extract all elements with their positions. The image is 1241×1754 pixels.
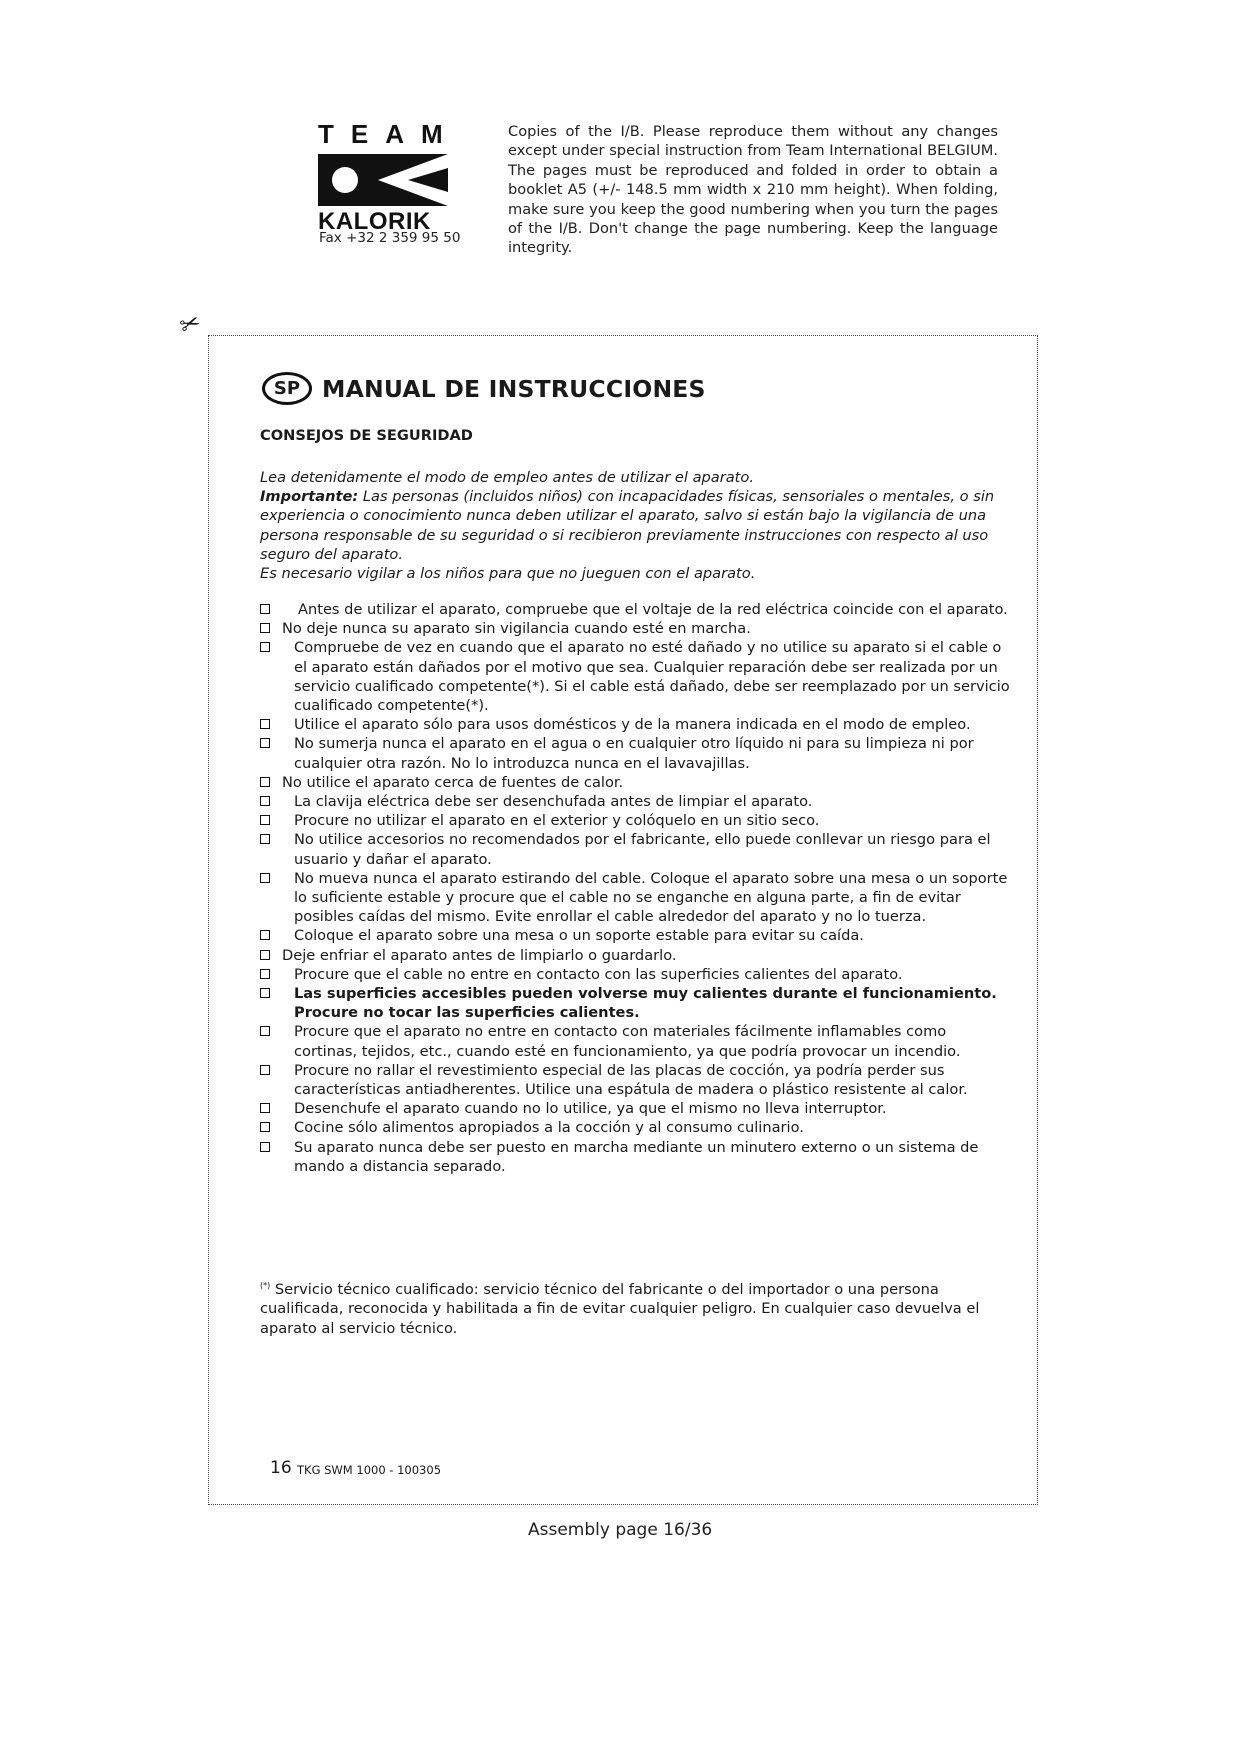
intro-paragraph (260, 468, 1000, 583)
checkbox-bullet-icon (260, 777, 270, 787)
logo-team-text: TEAM (318, 119, 460, 149)
team-kalorik-logo (318, 119, 460, 236)
footnote-text: Servicio técnico cualificado: servicio técnico del fabricante o del importador o una persona cualificada, reconocida y habilitada a fin de evitar cualquier peligro. En cualquier caso devuelva el aparato al servicio técnico. (260, 1280, 980, 1337)
checkbox-bullet-icon (260, 815, 270, 825)
list-item-text: Cocine sólo alimentos apropiados a la cocción y al consumo culinario. (294, 1119, 804, 1137)
important-note (260, 487, 1000, 564)
list-item-text: Compruebe de vez en cuando que el aparato no esté dañado y no utilice su aparato si el cable o el aparato están dañados por el motivo que sea. Cualquier reparación debe ser realizada por un servicio cualificado competente(*). Si el cable está dañado, debe ser reemplazado por un servicio cualificado competente(*). (294, 639, 1010, 715)
list-item (260, 600, 1010, 619)
list-item (260, 869, 1010, 927)
list-item-text: No utilice accesorios no recomendados por el fabricante, ello puede conllevar un riesgo para el usuario y dañar el aparato. (294, 831, 991, 868)
list-item-text: Deje enfriar el aparato antes de limpiarlo o guardarlo. (282, 946, 677, 964)
checkbox-bullet-icon (260, 1103, 270, 1113)
checkbox-bullet-icon (260, 1122, 270, 1132)
manual-title (262, 372, 706, 405)
list-item-text: Utilice el aparato sólo para usos domésticos y de la manera indicada en el modo de empleo. (294, 716, 971, 734)
list-item-text: Procure no rallar el revestimiento especial de las placas de cocción, ya podría perder sus características antiadherentes. Utilice una espátula de madera o plástico resistente al calor. (294, 1061, 968, 1099)
list-item (260, 830, 1010, 868)
list-item-text: No mueva nunca el aparato estirando del cable. Coloque el aparato sobre una mesa o un soporte lo suficiente estable y procure que el cable no se enganche en alguna parte, a fin de evitar posibles caídas del mismo. Evite enrollar el cable alrededor del aparato y no lo tuerza. (294, 869, 1008, 926)
language-badge: SP (262, 372, 312, 405)
safety-list (260, 600, 1010, 1176)
list-item (260, 1118, 1010, 1137)
footnote (260, 1276, 1000, 1338)
footnote-mark: (*) (260, 1281, 271, 1290)
checkbox-bullet-icon (260, 1026, 270, 1036)
list-item (260, 1138, 1010, 1176)
checkbox-bullet-icon (260, 950, 270, 960)
list-item-text: Procure que el cable no entre en contacto con las superficies calientes del aparato. (294, 965, 903, 983)
list-item (260, 773, 1010, 792)
list-item (260, 734, 1010, 772)
checkbox-bullet-icon (260, 642, 270, 652)
intro-line: Es necesario vigilar a los niños para que no jueguen con el aparato. (260, 565, 756, 583)
checkbox-bullet-icon (260, 930, 270, 940)
list-item (260, 715, 1010, 734)
list-item (260, 946, 1010, 965)
list-item-text: Su aparato nunca debe ser puesto en marcha mediante un minutero externo o un sistema de mando a distancia separado. (294, 1138, 979, 1175)
scissors-icon: ✂ (175, 307, 205, 341)
logo-brand-text: KALORIK (318, 208, 431, 235)
list-item-text: Antes de utilizar el aparato, compruebe que el voltaje de la red eléctrica coincide con el aparato. (298, 601, 1008, 618)
title-text: MANUAL DE INSTRUCCIONES (322, 374, 706, 403)
list-item (260, 965, 1010, 984)
page-code: TKG SWM 1000 - 100305 (297, 1463, 442, 1477)
checkbox-bullet-icon (260, 834, 270, 844)
page-number: 16 (270, 1458, 292, 1478)
list-item (260, 638, 1010, 715)
list-item (260, 811, 1010, 830)
kalorik-logo-mark (318, 154, 448, 206)
list-item (260, 1022, 1010, 1060)
checkbox-bullet-icon (260, 796, 270, 806)
list-item-text: No deje nunca su aparato sin vigilancia cuando esté en marcha. (282, 620, 751, 638)
checkbox-bullet-icon (260, 988, 270, 998)
list-item-text: Procure que el aparato no entre en contacto con materiales fácilmente inflamables como cortinas, tejidos, etc., cuando esté en funcionamiento, ya que podría provocar un incendio. (294, 1023, 961, 1060)
list-item (260, 619, 1010, 638)
list-item (260, 984, 1010, 1022)
checkbox-bullet-icon (260, 873, 270, 883)
checkbox-bullet-icon (260, 604, 270, 614)
checkbox-bullet-icon (260, 969, 270, 979)
list-item-text: No utilice el aparato cerca de fuentes de calor. (282, 773, 624, 791)
assembly-page-label: Assembly page 16/36 (528, 1520, 713, 1540)
list-item-text: Procure no utilizar el aparato en el exterior y colóquelo en un sitio seco. (294, 812, 820, 830)
list-item (260, 792, 1010, 811)
list-item (260, 1099, 1010, 1118)
list-item-text: Desenchufe el aparato cuando no lo utilice, ya que el mismo no lleva interruptor. (294, 1100, 887, 1118)
list-item (260, 1061, 1010, 1099)
intro-line: Lea detenidamente el modo de empleo antes de utilizar el aparato. (260, 469, 754, 486)
list-item-text: No sumerja nunca el aparato en el agua o en cualquier otro líquido ni para su limpieza ni por cualquier otra razón. No lo introduzca nunca en el lavavajillas. (294, 735, 974, 772)
important-text: Las personas (incluidos niños) con incapacidades físicas, sensoriales o mentales, o sin experiencia o conocimiento nunca deben utilizar el aparato, salvo si están bajo la vigilancia de una persona responsable de su seguridad o si recibieron previamente instrucciones con respecto al uso seguro del aparato. (260, 488, 995, 563)
checkbox-bullet-icon (260, 738, 270, 748)
list-item (260, 926, 1010, 945)
checkbox-bullet-icon (260, 623, 270, 633)
important-label: Importante: (260, 488, 359, 506)
checkbox-bullet-icon (260, 719, 270, 729)
section-heading: CONSEJOS DE SEGURIDAD (260, 427, 473, 444)
list-item-text: La clavija eléctrica debe ser desenchufada antes de limpiar el aparato. (294, 793, 813, 811)
copies-instructions: Copies of the I/B. Please reproduce them without any changes except under special instruction from Team International BELGIUM. The pages must be reproduced and folded in order to obtain a booklet A5 (+/- 148.5 mm width x 210 mm height). When folding, make sure you keep the good numbering when you turn the pages of the I/B. Don't change the page numbering. Keep the language integrity. (508, 123, 998, 257)
list-item-text: Las superficies accesibles pueden volverse muy calientes durante el funcionamiento. Procure no tocar las superficies calientes. (294, 985, 997, 1022)
list-item-text: Coloque el aparato sobre una mesa o un soporte estable para evitar su caída. (294, 927, 864, 945)
checkbox-bullet-icon (260, 1142, 270, 1152)
checkbox-bullet-icon (260, 1065, 270, 1075)
fax-number: Fax +32 2 359 95 50 (319, 230, 461, 246)
